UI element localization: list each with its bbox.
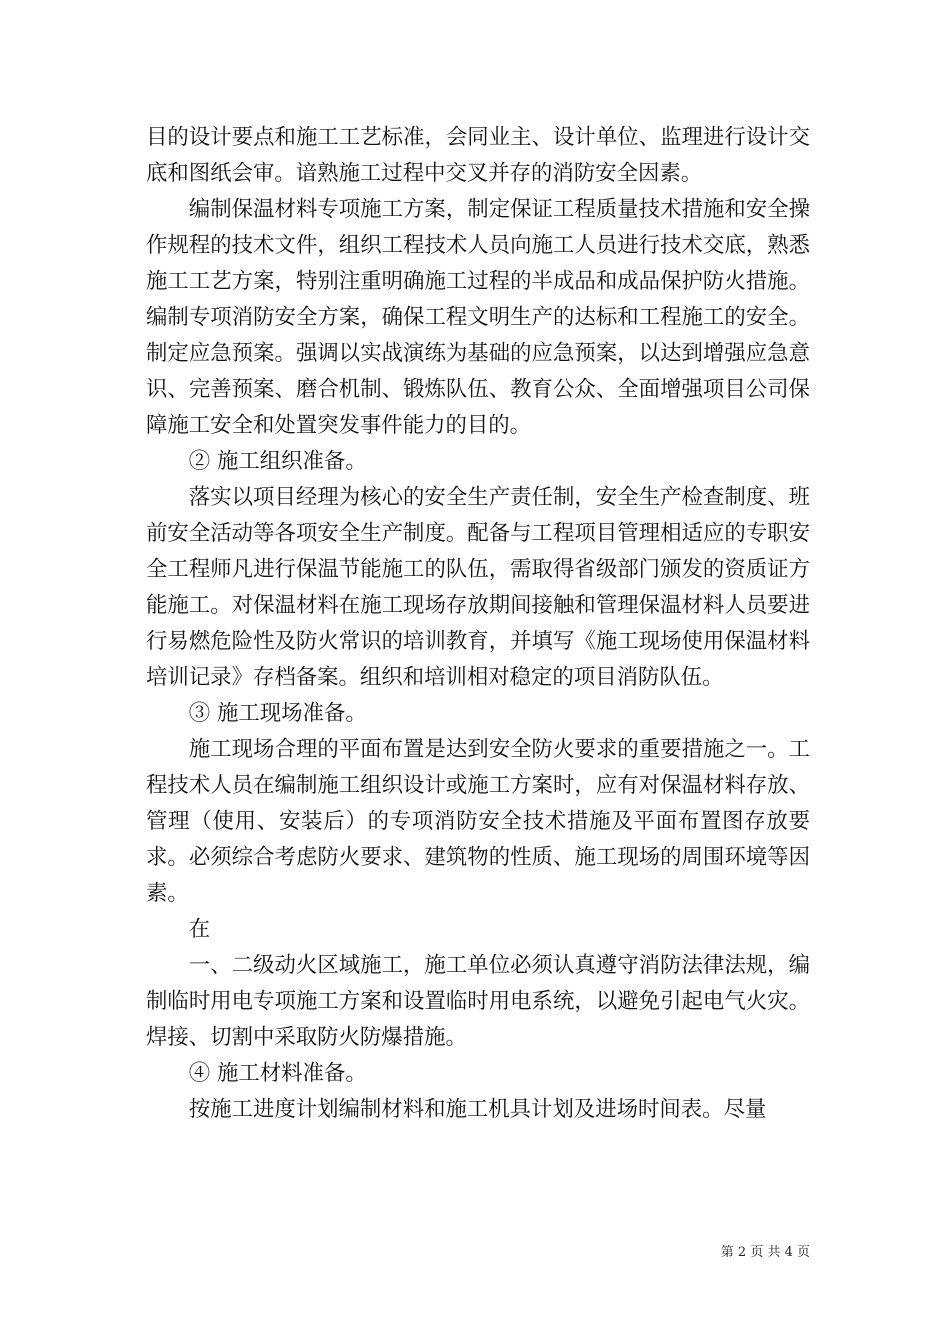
document-body: [146, 120, 810, 1128]
section-heading-construction-organization: ② 施工组织准备。: [188, 449, 367, 474]
paragraph-7: 在: [188, 917, 211, 942]
paragraph-1: 目的设计要点和施工工艺标准，会同业主、设计单位、监理进行设计交底和图纸会审。谙熟施工过程中交叉并存的消防安全因素。: [146, 125, 810, 186]
paragraph-6: 施工现场合理的平面布置是达到安全防火要求的重要措施之一。工程技术人员在编制施工组织设计或施工方案时，应有对保温材料存放、管理（使用、安装后）的专项消防安全技术措施及平面布置图存放要求。必须综合考虑防火要求、建筑物的性质、施工现场的周围环境等因素。: [146, 737, 810, 906]
paragraph-2: 编制保温材料专项施工方案，制定保证工程质量技术措施和安全操作规程的技术文件，组织工程技术人员向施工人员进行技术交底，熟悉施工工艺方案，特别注重明确施工过程的半成品和成品保护防火措施。编制专项消防安全方案，确保工程文明生产的达标和工程施工的安全。制定应急预案。强调以实战演练为基础的应急预案，以达到增强应急意识、完善预案、磨合机制、锻炼队伍、教育公众、全面增强项目公司保障施工安全和处置突发事件能力的目的。: [146, 197, 810, 438]
section-heading-material-preparation: ④ 施工材料准备。: [188, 1061, 367, 1086]
page-number-footer: 第 2 页 共 4 页: [720, 1245, 810, 1260]
section-heading-site-preparation: ③ 施工现场准备。: [188, 701, 367, 726]
paragraph-4: 落实以项目经理为核心的安全生产责任制，安全生产检查制度、班前安全活动等各项安全生产制度。配备与工程项目管理相适应的专职安全工程师凡进行保温节能施工的队伍，需取得省级部门颁发的资质证方能施工。对保温材料在施工现场存放期间接触和管理保温材料人员要进行易燃危险性及防火常识的培训教育，并填写《施工现场使用保温材料培训记录》存档备案。组织和培训相对稳定的项目消防队伍。: [146, 485, 810, 690]
paragraph-8: 一、二级动火区域施工，施工单位必须认真遵守消防法律法规，编制临时用电专项施工方案和设置临时用电系统，以避免引起电气火灾。焊接、切割中采取防火防爆措施。: [146, 953, 810, 1050]
paragraph-10: 按施工进度计划编制材料和施工机具计划及进场时间表。尽量: [188, 1097, 767, 1122]
